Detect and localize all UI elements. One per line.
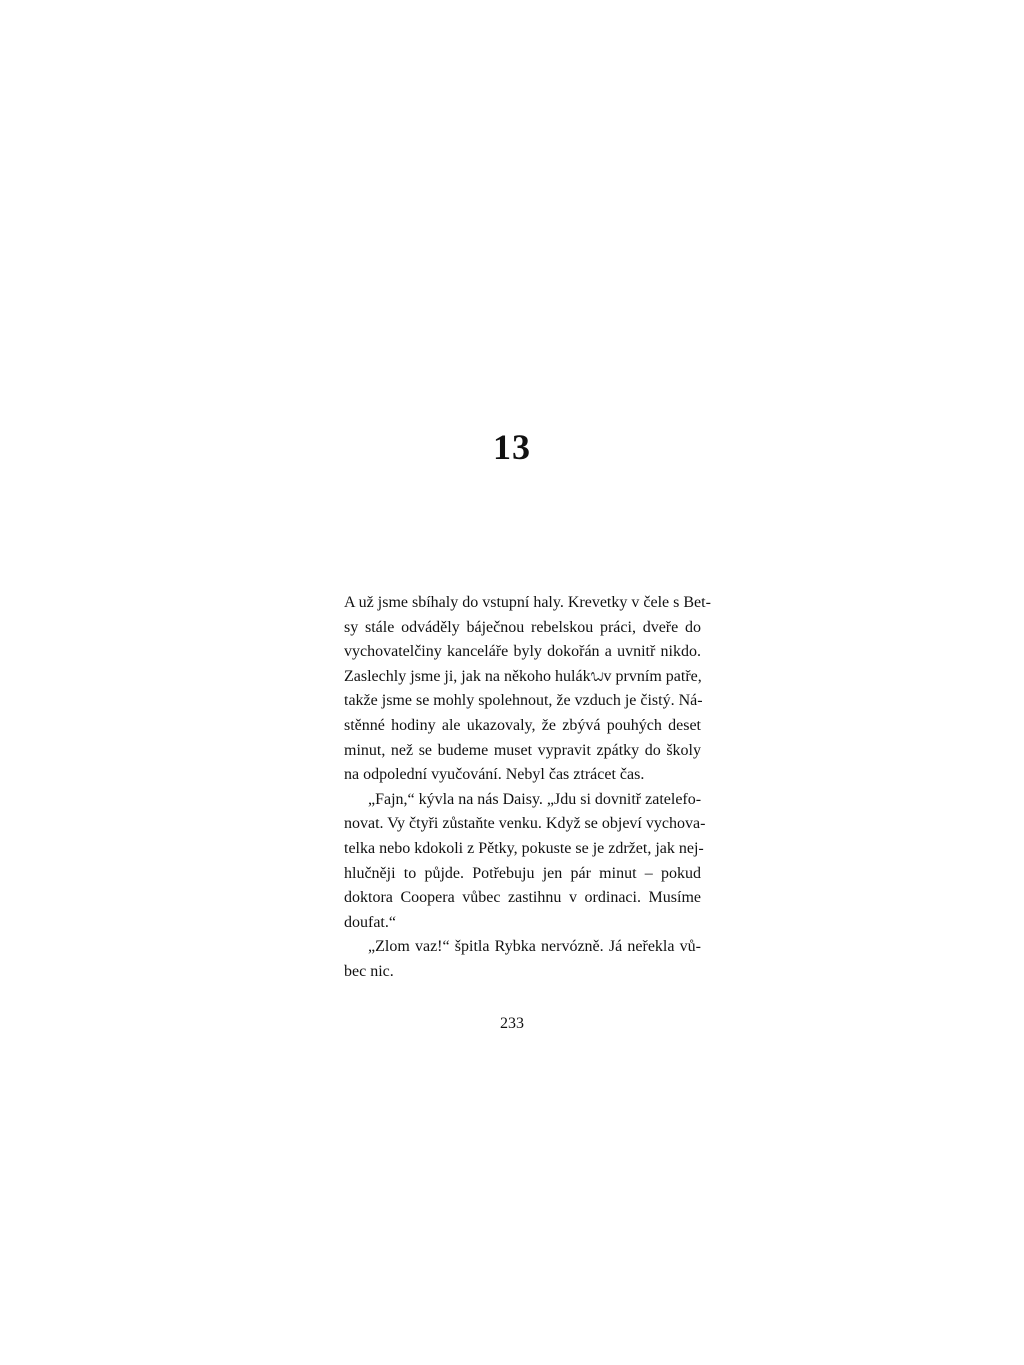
text-line: takže jsme se mohly spolehnout, že vzduch je čistý. Ná-	[344, 692, 703, 710]
text-line: stěnné hodiny ale ukazovaly, že zbývá pouhých deset	[344, 716, 701, 734]
text-line: A už jsme sbíhaly do vstupní haly. Krevetky v čele s Bet-	[344, 594, 711, 611]
page-number: 233	[500, 1015, 524, 1032]
text-line: doufat.“	[344, 913, 396, 931]
text-line: „Zlom vaz!“ špitla Rybka nervózně. Já neřekla vů-	[368, 938, 701, 956]
text-line: novat. Vy čtyři zůstaňte venku. Když se objeví vychova-	[344, 815, 706, 833]
text-line: sy stále odváděly báječnou rebelskou práci, dveře do	[344, 618, 701, 636]
chapter-number: 13	[493, 427, 531, 467]
text-line: Zaslechly jsme ji, jak na někoho hulákᬠv prvním patře,	[344, 667, 702, 685]
text-line: minut, než se budeme muset vypravit zpátky do školy	[344, 741, 701, 759]
text-line: „Fajn,“ kývla na nás Daisy. „Jdu si dovnitř zatelefo-	[368, 790, 702, 808]
text-line: hlučněji to půjde. Potřebuju jen pár minut – pokud	[344, 864, 701, 882]
text-line: bec nic.	[344, 962, 394, 980]
text-line: na odpolední vyučování. Nebyl čas ztrácet čas.	[344, 766, 645, 784]
text-line: telka nebo kdokoli z Pětky, pokuste se je zdržet, jak nej-	[344, 839, 704, 857]
body-text	[344, 591, 711, 985]
text-line: doktora Coopera vůbec zastihnu v ordinaci. Musíme	[344, 889, 701, 907]
text-line: vychovatelčiny kanceláře byly dokořán a uvnitř nikdo.	[344, 643, 701, 661]
